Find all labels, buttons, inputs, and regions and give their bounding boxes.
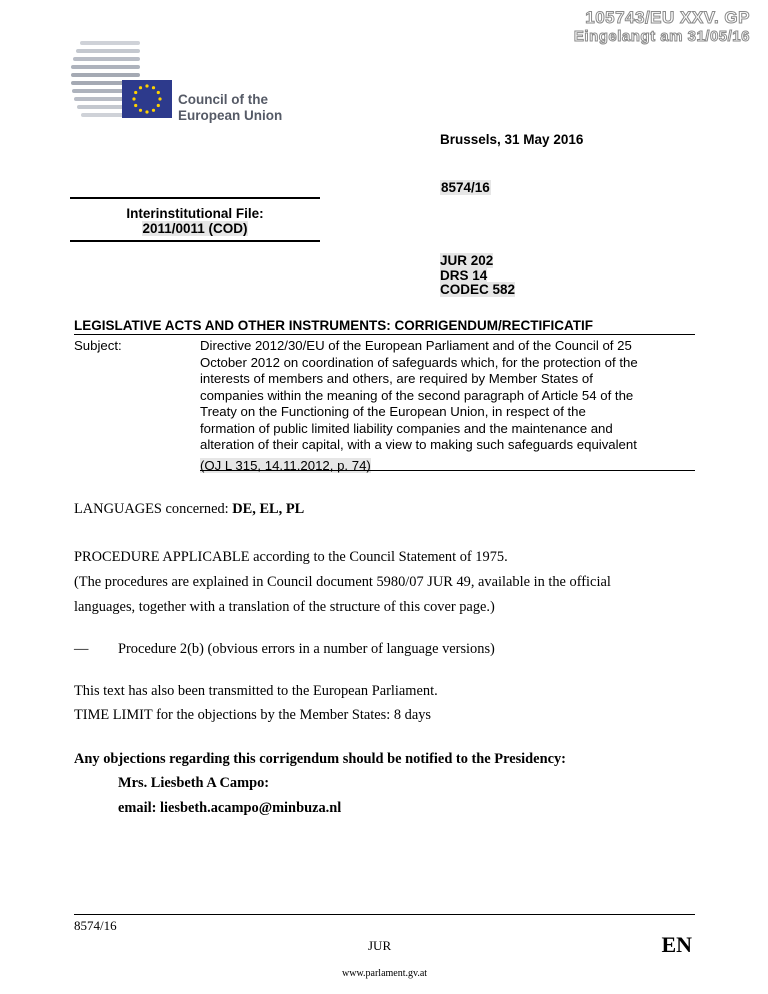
subject-line: companies within the meaning of the second paragraph of Article 54 of the [200,387,634,403]
document-codes [440,254,515,298]
council-emblem-icon [66,38,186,128]
procedure-dash: — [74,641,89,657]
subject-line: alteration of their capital, with a view to making such safeguards equivalent [200,437,637,452]
footer-dept: JUR [368,938,392,953]
stamp-line-1: 105743/EU XXV. GP [585,8,750,27]
languages-value: DE, EL, PL [232,501,305,517]
document-title: LEGISLATIVE ACTS AND OTHER INSTRUMENTS: CORRIGENDUM/RECTIFICATIF [74,318,593,333]
subject-line: October 2012 on coordination of safeguards which, for the protection of the [200,354,638,370]
logo-line-2: European Union [178,108,283,123]
subject-label: Subject: [74,338,122,353]
objections-heading: Any objections regarding this corrigendum should be notified to the Presidency: [74,751,566,767]
interinstitutional-value: 2011/0011 (COD) [142,221,248,236]
interinstitutional-block [70,197,320,242]
procedure-explanation-1: (The procedures are explained in Council document 5980/07 JUR 49, available in the official [74,574,611,590]
code-jur: JUR 202 [440,253,494,268]
title-rule [74,334,695,335]
subject-line: formation of public limited liability companies and the maintenance and [200,420,613,436]
subject-body [200,338,700,474]
languages-line [74,500,304,518]
logo-line-1: Council of the [178,92,268,107]
code-drs: DRS 14 [440,267,488,283]
footer-rule [74,914,695,915]
subject-reference: (OJ L 315, 14.11.2012, p. 74) [200,457,371,473]
place-date: Brussels, 31 May 2016 [440,132,584,147]
council-logo [66,38,306,128]
subject-rule [200,470,695,471]
footer-language: EN [661,932,692,957]
contact-email: email: liesbeth.acampo@minbuza.nl [118,800,342,816]
document-number: 8574/16 [441,180,490,195]
languages-label: LANGUAGES concerned: [74,501,233,517]
code-codec: CODEC 582 [440,282,516,297]
stamp-line-2: Eingelangt am 31/05/16 [573,28,750,45]
subject-line: Treaty on the Functioning of the European Union, in respect of the [200,404,586,419]
footer-doc-number: 8574/16 [74,918,117,933]
parliament-stamp [574,8,750,46]
subject-line: Directive 2012/30/EU of the European Parliament and of the Council of 25 [200,338,632,353]
procedure-statement: PROCEDURE APPLICABLE according to the Council Statement of 1975. [74,549,508,565]
procedure-item: Procedure 2(b) (obvious errors in a number of language versions) [118,641,495,657]
procedure-explanation-2: languages, together with a translation of the structure of this cover page.) [74,599,495,615]
interinstitutional-label: Interinstitutional File: [126,206,264,221]
subject-line: interests of members and others, are required by Member States of [200,371,593,386]
transmission-note: This text has also been transmitted to the European Parliament. [74,683,438,699]
footer-website: www.parlament.gv.at [342,968,428,979]
time-limit: TIME LIMIT for the objections by the Member States: 8 days [74,707,432,723]
contact-name: Mrs. Liesbeth A Campo: [118,775,270,791]
